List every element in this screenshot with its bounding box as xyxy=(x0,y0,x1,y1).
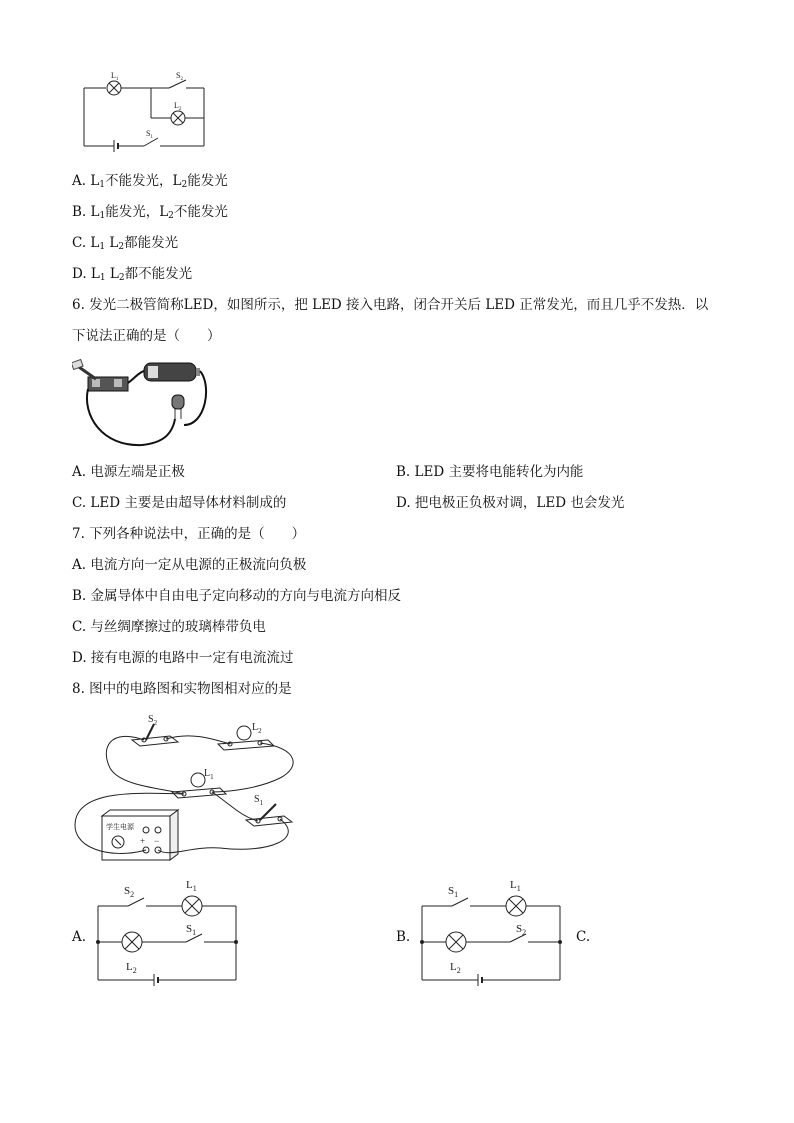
bulb-l1-icon xyxy=(191,773,205,787)
svg-text:L1: $L_1$ xyxy=(186,879,197,893)
svg-text:L2: $L_2$ xyxy=(450,961,461,975)
svg-text:S1: $S_1$ xyxy=(146,129,153,140)
q6-stem-line1: 6. 发光二极管简称LED，如图所示，把 LED 接入电路，闭合开关后 LED 正常发光，而且几乎不发热．以 xyxy=(72,297,709,313)
bulb-l2-icon xyxy=(237,726,251,740)
q5-option-c: C. $L_1$ $L_2$都能发光 xyxy=(72,235,179,252)
q7-stem: 7. 下列各种说法中，正确的是（ ） xyxy=(72,526,306,542)
q7-option-a: A. 电流方向一定从电源的正极流向负极 xyxy=(72,557,307,573)
q8-real-circuit-picture xyxy=(70,708,310,868)
q6-option-d: D. 把电极正负极对调，LED 也会发光 xyxy=(396,495,625,511)
svg-text:学生电源: 学生电源 xyxy=(106,823,134,831)
svg-text:L1: $L_1$ xyxy=(204,768,214,781)
svg-text:L2: $L_2$ xyxy=(252,722,262,735)
q8-option-a-circuit xyxy=(94,872,244,988)
svg-text:L1: $L_1$ xyxy=(510,879,521,893)
q5-option-a: A. $L_1$不能发光，$L_2$能发光 xyxy=(72,173,228,190)
svg-text:S2: $S_2$ xyxy=(176,71,183,82)
switch-s2-icon xyxy=(169,80,186,88)
svg-text:S2: $S_2$ xyxy=(148,714,158,727)
svg-text:S1: $S_1$ xyxy=(186,923,197,937)
svg-text:L2: $L_2$ xyxy=(174,101,182,112)
svg-text:S2: $S_2$ xyxy=(516,923,527,937)
svg-text:−: − xyxy=(154,836,160,846)
svg-text:L2: $L_2$ xyxy=(126,961,137,975)
q7-option-d: D. 接有电源的电路中一定有电流流过 xyxy=(72,650,294,666)
q6-led-circuit-photo xyxy=(72,355,212,450)
svg-text:+: + xyxy=(140,836,146,846)
q6-option-a: A. 电源左端是正极 xyxy=(72,464,185,480)
q5-circuit-diagram xyxy=(76,66,216,156)
q6-stem-line2: 下说法正确的是（ ） xyxy=(72,328,221,344)
led-icon xyxy=(172,395,184,409)
q8-option-b-circuit xyxy=(418,872,568,988)
q5-option-b: B. $L_1$能发光，$L_2$不能发光 xyxy=(72,204,228,221)
q8-option-c-label: C. xyxy=(576,929,591,945)
q7-option-b: B. 金属导体中自由电子定向移动的方向与电流方向相反 xyxy=(72,588,402,604)
switch-s1-icon xyxy=(452,898,468,906)
q6-option-b: B. LED 主要将电能转化为内能 xyxy=(396,464,584,480)
svg-text:S1: $S_1$ xyxy=(448,885,459,899)
svg-text:L1: $L_1$ xyxy=(111,71,119,82)
q8-stem: 8. 图中的电路图和实物图相对应的是 xyxy=(72,681,292,697)
q8-option-b-label: B. xyxy=(396,929,411,945)
q8-option-a-label: A. xyxy=(72,929,87,945)
svg-text:S2: $S_2$ xyxy=(124,885,135,899)
switch-s2-icon xyxy=(128,898,144,906)
q7-option-c: C. 与丝绸摩擦过的玻璃棒带负电 xyxy=(72,619,266,635)
svg-text:S1: $S_1$ xyxy=(254,794,264,807)
q6-option-c: C. LED 主要是由超导体材料制成的 xyxy=(72,495,287,511)
q5-option-d: D. $L_1$ $L_2$都不能发光 xyxy=(72,266,193,283)
